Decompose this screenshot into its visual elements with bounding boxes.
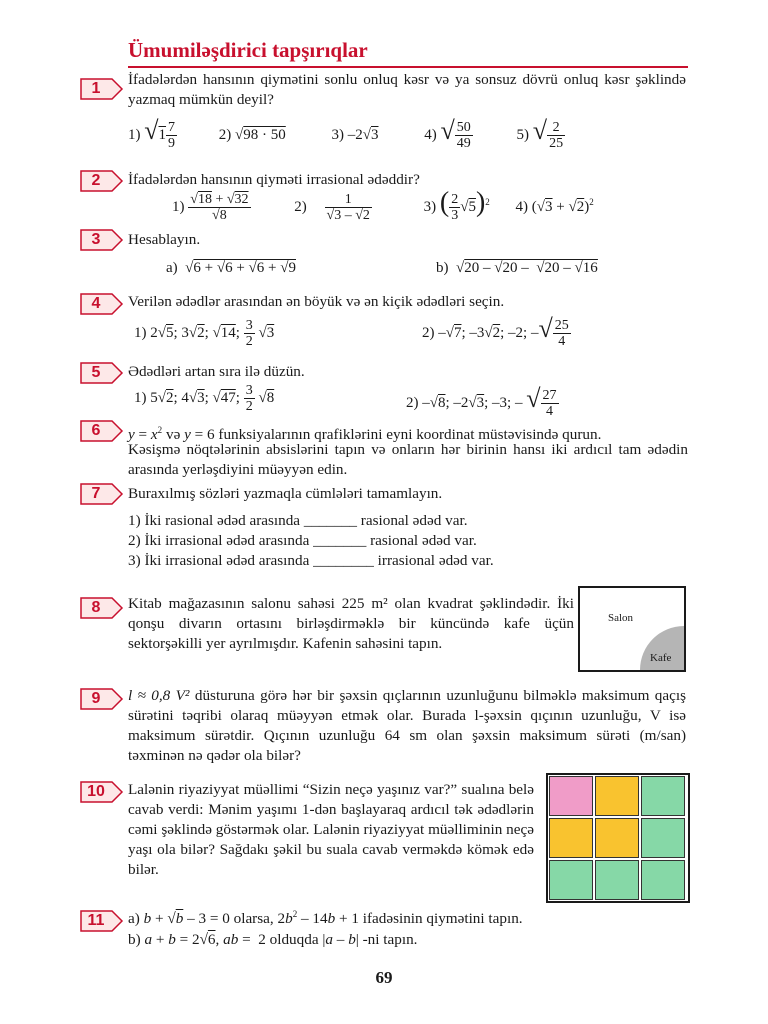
task-badge-7: 7 bbox=[80, 483, 124, 505]
task-7-item-2: 2) İki irrasional ədəd arasında _______ rasional ədəd var. bbox=[128, 532, 477, 549]
task-9-text: l ≈ 0,8 V² düsturuna görə hər bir şəxsin qıçlarının uzunluğunu bilməklə maksimum qaçış sürətini təqribi olaraq müəyyən etmək olar. Burada l-şəxsin qıçının uzunluğu, V isə maksimum sürətdir. Qıçının uzunluğu 64 sm olan şəxsin maksimum sürəti (m/san) təxminən nə qədər ola bilər? bbox=[128, 687, 687, 764]
task-badge-9: 9 bbox=[80, 688, 124, 710]
task-11-b: b) a + b = 2√6, ab = 2 olduqda |a – b| -ni tapın. bbox=[128, 931, 418, 948]
title-rule bbox=[128, 66, 688, 68]
task-badge-2: 2 bbox=[80, 170, 124, 192]
task-5-set-2: 2) –√8; –2√3; –3; – √ $\frac{27}{4}$ bbox=[406, 383, 557, 419]
grid-cell-yellow bbox=[549, 818, 593, 858]
task-3-b: b) √20 – √20 – √20 – √16 bbox=[436, 260, 598, 276]
task-3-a: a) √6 + √6 + √6 + √9 bbox=[166, 260, 296, 276]
task-6-text: Kəsişmə nöqtələrinin absislərini tapın və onların hər birinin hansı iki ardıcıl tam ədədin arasında yerləşdiyini müəyyən edin. bbox=[128, 441, 688, 478]
salon-label: Salon bbox=[608, 612, 634, 624]
task-7-item-1: 1) İki rasional ədəd arasında _______ rasional ədəd var. bbox=[128, 512, 468, 529]
grid-cell-green bbox=[641, 776, 685, 816]
task-1-options: 1) √1 $\frac{7}{9}$ 2) √98 · 50 3) –2√3 4) √ $\frac{50}{49}$ 5) √ $\frac{2}{25}$ bbox=[128, 115, 564, 151]
task-4-set-1: 1) 2√5; 3√2; √14; $\frac{3}{2}$ √3 bbox=[134, 318, 275, 349]
grid-cell-green bbox=[641, 860, 685, 900]
task-4-set-2: 2) –√7; –3√2; –2; –√ $\frac{25}{4}$ bbox=[422, 313, 569, 349]
grid-cell-green bbox=[595, 860, 639, 900]
task-2-text: İfadələrdən hansının qiyməti irrasional ədəddir? bbox=[128, 171, 420, 188]
task-1-text: İfadələrdən hansının qiymətini sonlu onluq kəsr və ya sonsuz dövrü onluq kəsr şəklində yazmaq mümkün deyil? bbox=[128, 71, 686, 108]
task-badge-10: 10 bbox=[80, 781, 124, 803]
kafe-label: Kafe bbox=[650, 652, 672, 664]
grid-cell-yellow bbox=[595, 818, 639, 858]
task-badge-11: 11 bbox=[80, 910, 124, 932]
grid-cell-yellow bbox=[595, 776, 639, 816]
task-2-options: 1) $\frac{√18 + √32}{√8}$ 2) $\frac{1}{√3 - √2}$ 3) ( $\frac{2}{3}$ √5)$^2$ 4) $(√3 + √2)^2$ bbox=[172, 187, 594, 224]
grid-cell-green bbox=[641, 818, 685, 858]
task-4-text: Verilən ədədlər arasından ən böyük və ən kiçik ədədləri seçin. bbox=[128, 293, 505, 310]
task-badge-3: 3 bbox=[80, 229, 124, 251]
task-3-text: Hesablayın. bbox=[128, 231, 201, 248]
task-5-set-1: 1) 5√2; 4√3; √47; $\frac{3}{2}$ √8 bbox=[134, 383, 275, 414]
task-5-text: Ədədləri artan sıra ilə düzün. bbox=[128, 363, 305, 380]
task-badge-8: 8 bbox=[80, 597, 124, 619]
task-6-line-1: $y = x^2$ və y = 6 funksiyalarının qrafiklərini eyni koordinat müstəvisində qurun. bbox=[128, 425, 602, 444]
task-11-a: a) b + √b – 3 = 0 olarsa, $2b^2 - 14b + 1$ ifadəsinin qiymətini tapın. bbox=[128, 909, 523, 928]
odd-sum-grid-figure bbox=[546, 773, 690, 903]
task-7-item-3: 3) İki irrasional ədəd arasında ________ irrasional ədəd var. bbox=[128, 552, 494, 569]
task-9-formula: l ≈ 0,8 V² bbox=[128, 687, 190, 704]
task-8-text: Kitab mağazasının salonu sahəsi 225 m² olan kvadrat şəklindədir. İki qonşu divarın ortasını birləşdirməklə bir küncündə kafe üçün sektorşəkilli yer ayrılmışdır. Kafenin sahəsini tapın. bbox=[128, 595, 574, 652]
task-badge-1: 1 bbox=[80, 78, 124, 100]
task-10-text: Lalənin riyaziyyat müəllimi “Sizin neçə yaşınız var?” sualına belə cavab verdi: Mənim yaşımı 1-dən başlayaraq ardıcıl tək ədədlərin cəmi şəklində göstərmək olar. Lalənin riyaziyyat müəlliminin neçə yaşı ola bilər? Sağdakı şəkil bu suala cavab verməkdə kömək edə bilər. bbox=[128, 781, 534, 878]
task-badge-5: 5 bbox=[80, 362, 124, 384]
grid-cell-pink bbox=[549, 776, 593, 816]
task-badge-6: 6 bbox=[80, 420, 124, 442]
page-title: Ümumiləşdirici tapşırıqlar bbox=[128, 38, 368, 62]
page-number: 69 bbox=[375, 968, 393, 987]
salon-figure bbox=[578, 586, 686, 672]
task-badge-4: 4 bbox=[80, 293, 124, 315]
task-7-text: Buraxılmış sözləri yazmaqla cümlələri tamamlayın. bbox=[128, 485, 443, 502]
grid-cell-green bbox=[549, 860, 593, 900]
